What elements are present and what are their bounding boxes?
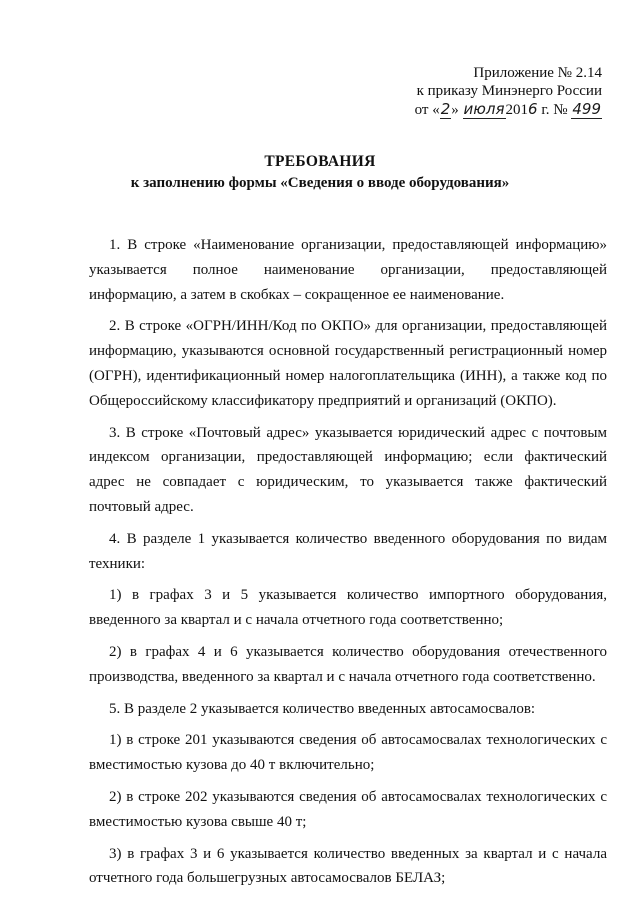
paragraph-5-2: 2) в строке 202 указываются сведения об автосамосвалах технологических с вместимостью кузова свыше 40 т; [89,788,607,830]
handwritten-order-number: 499 [572,100,601,118]
document-title: ТРЕБОВАНИЯ [264,153,376,170]
handwritten-day: 2 [440,100,451,118]
paragraph-5-1: 1) в строке 201 указываются сведения об автосамосвалах технологических с вместимостью кузова до 40 т включительно; [89,732,607,774]
document-body [89,233,607,898]
paragraph-5-3: 3) в графах 3 и 6 указывается количество введенных за квартал и с начала отчетного года большегрузных автосамосвалов БЕЛАЗ; [89,845,607,887]
year-prefix: 201 [505,102,529,118]
appendix-line-2: к приказу Минэнерго России [416,83,602,99]
appendix-line-1: Приложение № 2.14 [473,65,602,81]
document-subtitle: к заполнению формы «Сведения о вводе оборудования» [130,175,510,191]
handwritten-year-digit: 6 [528,100,538,118]
handwritten-month: июля [463,100,505,118]
title-block [0,152,640,193]
date-prefix: от « [414,102,440,118]
paragraph-5: 5. В разделе 2 указывается количество введенных автосамосвалов: [109,700,536,717]
paragraph-1: 1. В строке «Наименование организации, предоставляющей информацию» указывается полное наименование организации, предоставляющей информацию, а затем в скобках – сокращенное ее наименование. [89,237,607,303]
appendix-line-3 [390,100,602,119]
appendix-header [390,64,602,119]
date-mid: » [451,102,463,118]
paragraph-2: 2. В строке «ОГРН/ИНН/Код по ОКПО» для организации, предоставляющей информацию, указываются основной государственный регистрационный номер (ОГРН), идентификационный номер налогоплательщика (ИНН), а также код по Общероссийскому классификатору предприятий и организаций (ОКПО). [89,318,607,409]
paragraph-4-2: 2) в графах 4 и 6 указывается количество оборудования отечественного производства, введенного за квартал и с начала отчетного года соответственно. [89,643,607,685]
paragraph-3: 3. В строке «Почтовый адрес» указывается юридический адрес с почтовым индексом организации, предоставляющей информацию; если фактический адрес не совпадает с юридическим, то указывается также фактический почтовый адрес. [89,424,607,515]
paragraph-4-1: 1) в графах 3 и 5 указывается количество импортного оборудования, введенного за квартал и с начала отчетного года соответственно; [89,587,607,629]
order-suffix: г. № [537,102,572,118]
paragraph-4: 4. В разделе 1 указывается количество введенного оборудования по видам техники: [89,530,607,572]
